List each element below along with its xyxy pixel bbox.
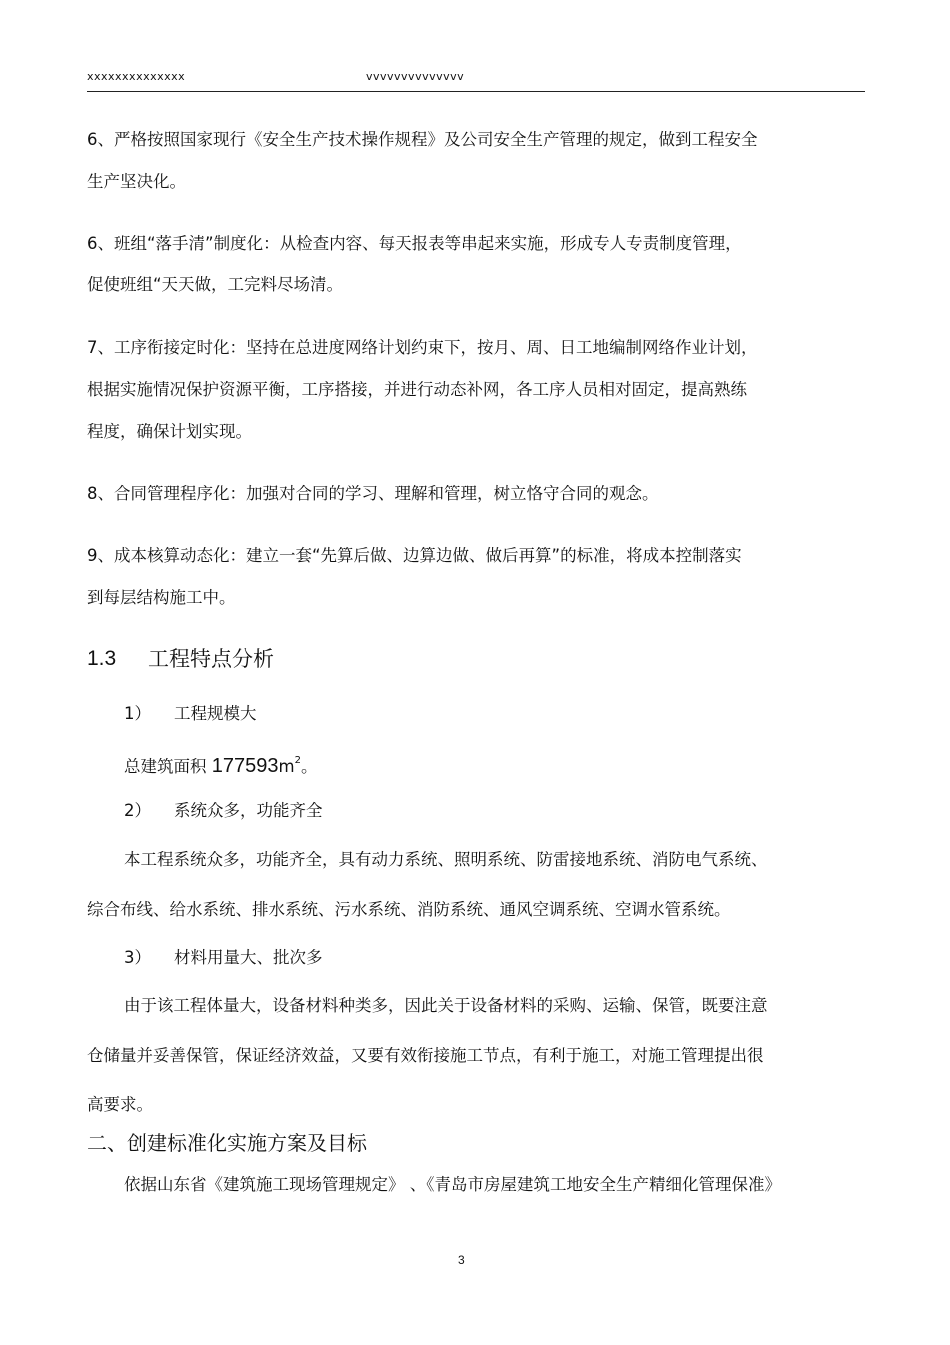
sub2-line-2: 综合布线、给水系统、排水系统、污水系统、消防系统、通风空调系统、空调水管系统。 [87,900,731,919]
item-8-line-1: 8、合同管理程序化：加强对合同的学习、理解和管理，树立恪守合同的观念。 [87,484,659,503]
item-6a-line-2: 生产坚决化。 [87,172,186,191]
sub2-title: 系统众多，功能齐全 [174,801,323,820]
sub3-line-1: 由于该工程体量大，设备材料种类多，因此关于设备材料的采购、运输、保管，既要注意 [124,996,768,1015]
section-number: 1.3 [87,647,117,670]
item-7-line-3: 程度，确保计划实现。 [87,422,252,441]
item-7-line-1: 7、工序衔接定时化：坚持在总进度网络计划约束下，按月、周、日工地编制网络作业计划， [87,338,758,357]
area-unit: m [278,757,295,776]
area-exponent: 2 [294,755,301,766]
sub1-number: 1） [124,704,151,723]
sub1-title: 工程规模大 [174,704,257,723]
sub2-line-1: 本工程系统众多，功能齐全，具有动力系统、照明系统、防雷接地系统、消防电气系统、 [124,850,768,869]
sub3-title: 材料用量大、批次多 [174,948,323,967]
area-prefix: 总建筑面积 [124,757,207,776]
item-6a-line-1: 6、严格按照国家现行《安全生产技术操作规程》及公司安全生产管理的规定，做到工程安全 [87,130,758,149]
item-6b-line-2: 促使班组“天天做，工完料尽场清。 [87,275,344,294]
area-value: 177593 [211,755,279,777]
item-9-line-2: 到每层结构施工中。 [87,588,236,607]
area-line [124,750,317,778]
header-left: xxxxxxxxxxxxxx [87,70,186,83]
sub3-line-2: 仓储量并妥善保管，保证经济效益，又要有效衔接施工节点，有利于施工，对施工管理提出很 [87,1046,764,1065]
item-7-line-2: 根据实施情况保护资源平衡，工序搭接，并进行动态补网，各工序人员相对固定，提高熟练 [87,380,747,399]
sub2-number: 2） [124,801,151,820]
page-number: 3 [458,1253,465,1267]
item-9-line-1: 9、成本核算动态化：建立一套“先算后做、边算边做、做后再算”的标准，将成本控制落实 [87,546,742,565]
chapter-heading: 二、创建标准化实施方案及目标 [87,1131,367,1155]
section-title: 工程特点分析 [148,647,274,671]
chapter-line-1: 依据山东省《建筑施工现场管理规定》 、《青岛市房屋建筑工地安全生产精细化管理保准》 [124,1175,781,1194]
header-right: vvvvvvvvvvvvvv [366,70,465,83]
area-suffix: 。 [300,757,318,776]
header-rule [87,91,865,92]
sub3-number: 3） [124,948,151,967]
sub3-line-3: 高要求。 [87,1095,153,1114]
item-6b-line-1: 6、班组“落手清”制度化：从检查内容、每天报表等串起来实施，形成专人专责制度管理， [87,234,742,253]
